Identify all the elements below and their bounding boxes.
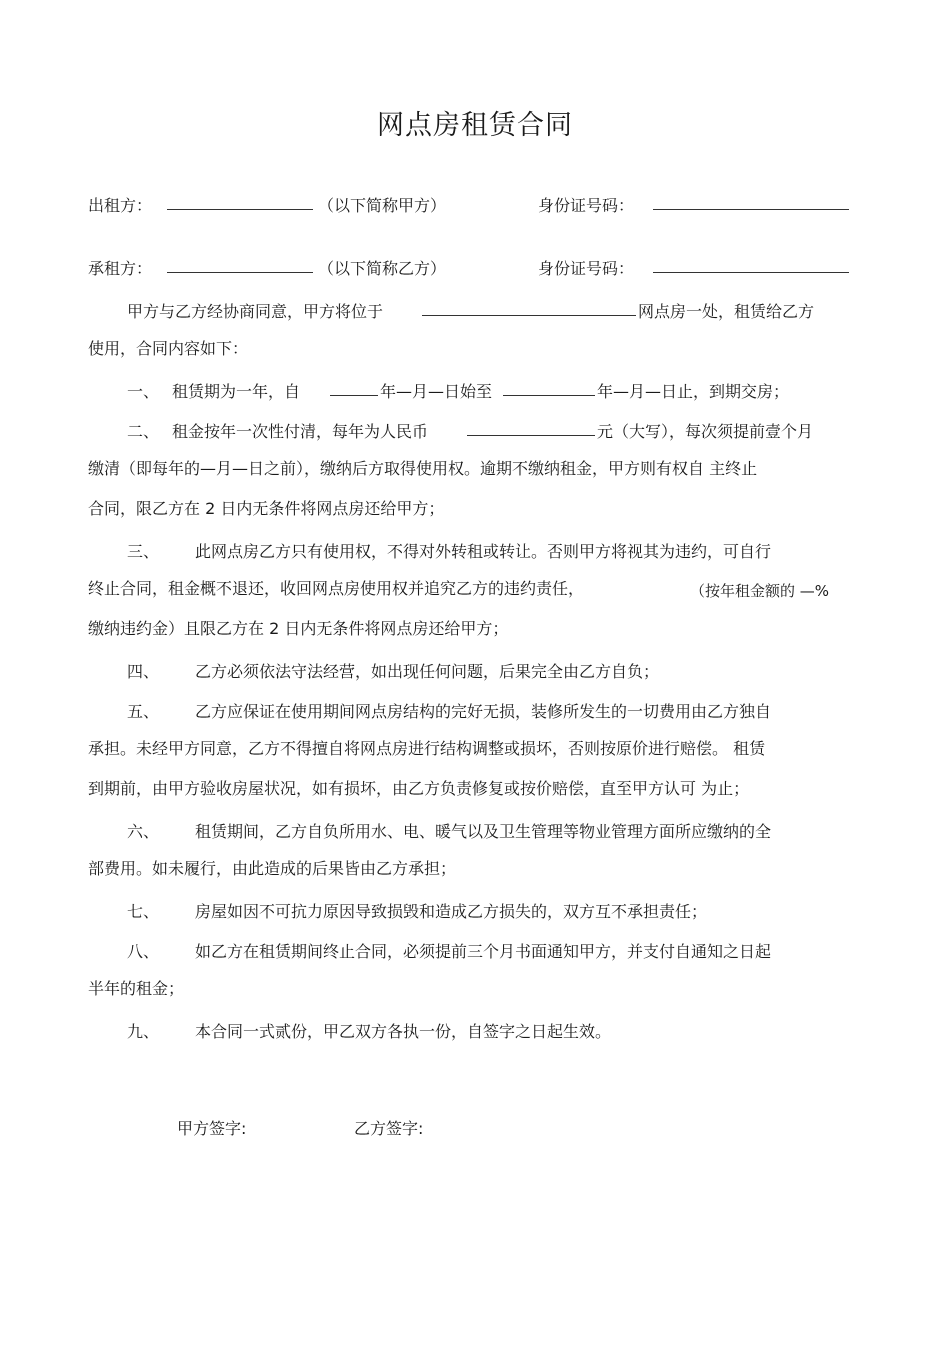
lessor-id-blank[interactable]: [653, 194, 849, 210]
party-a-signature-label: 甲方签字:: [177, 1119, 247, 1138]
intro-line-2: 使用，合同内容如下：: [88, 339, 249, 358]
clause-3-line-2b: （按年租金额的 —%: [690, 582, 830, 600]
clause-3-line-3: 缴纳违约金）且限乙方在 2 日内无条件将网点房还给甲方；: [88, 619, 509, 638]
lessor-label: 出租方：: [88, 196, 153, 215]
clause-1-text-c: 年—月—日止，到期交房；: [597, 382, 790, 401]
clause-9-line-1: 本合同一式贰份，甲乙双方各执一份，自签字之日起生效。: [195, 1022, 612, 1041]
lessee-id-blank[interactable]: [653, 257, 849, 273]
clause-5-number: 五、: [127, 702, 160, 721]
clause-5-line-1: 乙方应保证在使用期间网点房结构的完好无损，装修所发生的一切费用由乙方独自: [195, 702, 772, 721]
clause-4-line-1: 乙方必须依法守法经营，如出现任何问题，后果完全由乙方自负；: [195, 662, 660, 681]
clause-5-line-2: 承担。未经甲方同意，乙方不得擅自将网点房进行结构调整或损坏，否则按原价进行赔偿。 租赁: [88, 739, 766, 758]
clause-2-number: 二、: [127, 422, 160, 441]
clause-1-text-a: 租赁期为一年，自: [172, 382, 301, 401]
clause-2-line-3: 合同，限乙方在 2 日内无条件将网点房还给甲方；: [88, 499, 445, 518]
clause-7-line-1: 房屋如因不可抗力原因导致损毁和造成乙方损失的，双方互不承担责任；: [195, 902, 708, 921]
clause-6-number: 六、: [127, 822, 160, 841]
location-blank[interactable]: [422, 300, 636, 316]
clause-5-line-3: 到期前，由甲方验收房屋状况，如有损坏，由乙方负责修复或按价赔偿，直至甲方认可 为止；: [88, 779, 750, 798]
intro-text-b: 网点房一处，租赁给乙方: [638, 302, 815, 321]
lessor-id-label: 身份证号码：: [538, 196, 635, 215]
clause-3-line-1: 此网点房乙方只有使用权，不得对外转租或转让。否则甲方将视其为违约，可自行: [195, 542, 772, 561]
intro-text-a: 甲方与乙方经协商同意，甲方将位于: [127, 302, 384, 321]
clause-2-text-a: 租金按年一次性付清，每年为人民币: [172, 422, 429, 441]
clause-2-text-b: 元（大写），每次须提前壹个月: [597, 422, 814, 441]
clause-6-line-2: 部费用。如未履行，由此造成的后果皆由乙方承担；: [88, 859, 457, 878]
lessor-note: （以下简称甲方）: [318, 196, 447, 215]
clause-2-line-2: 缴清（即每年的—月—日之前），缴纳后方取得使用权。逾期不缴纳租金，甲方则有权自 主终止: [88, 459, 758, 478]
clause-1-number: 一、: [127, 382, 160, 401]
clause-1-text-b: 年—月—日始至: [380, 382, 493, 401]
clause-4-number: 四、: [127, 662, 160, 681]
start-year-blank[interactable]: [330, 380, 378, 396]
clause-8-line-2: 半年的租金；: [88, 979, 185, 998]
lessor-row: [88, 193, 152, 216]
lessee-note: （以下简称乙方）: [318, 259, 447, 278]
lessee-name-blank[interactable]: [167, 257, 313, 273]
lessee-id-label: 身份证号码：: [538, 259, 635, 278]
clause-3-number: 三、: [127, 542, 160, 561]
clause-8-number: 八、: [127, 942, 160, 961]
clause-7-number: 七、: [127, 902, 160, 921]
rent-amount-blank[interactable]: [467, 420, 595, 436]
clause-8-line-1: 如乙方在租赁期间终止合同，必须提前三个月书面通知甲方，并支付自通知之日起: [195, 942, 772, 961]
page-title: 网点房租赁合同: [377, 110, 573, 141]
clause-3-line-2a: 终止合同，租金概不退还，收回网点房使用权并追究乙方的违约责任，: [88, 579, 585, 598]
clause-9-number: 九、: [127, 1022, 160, 1041]
lessee-label: 承租方：: [88, 259, 153, 278]
clause-6-line-1: 租赁期间，乙方自负所用水、电、暖气以及卫生管理等物业管理方面所应缴纳的全: [195, 822, 772, 841]
end-year-blank[interactable]: [503, 380, 595, 396]
lessor-name-blank[interactable]: [167, 194, 313, 210]
party-b-signature-label: 乙方签字:: [354, 1119, 424, 1138]
